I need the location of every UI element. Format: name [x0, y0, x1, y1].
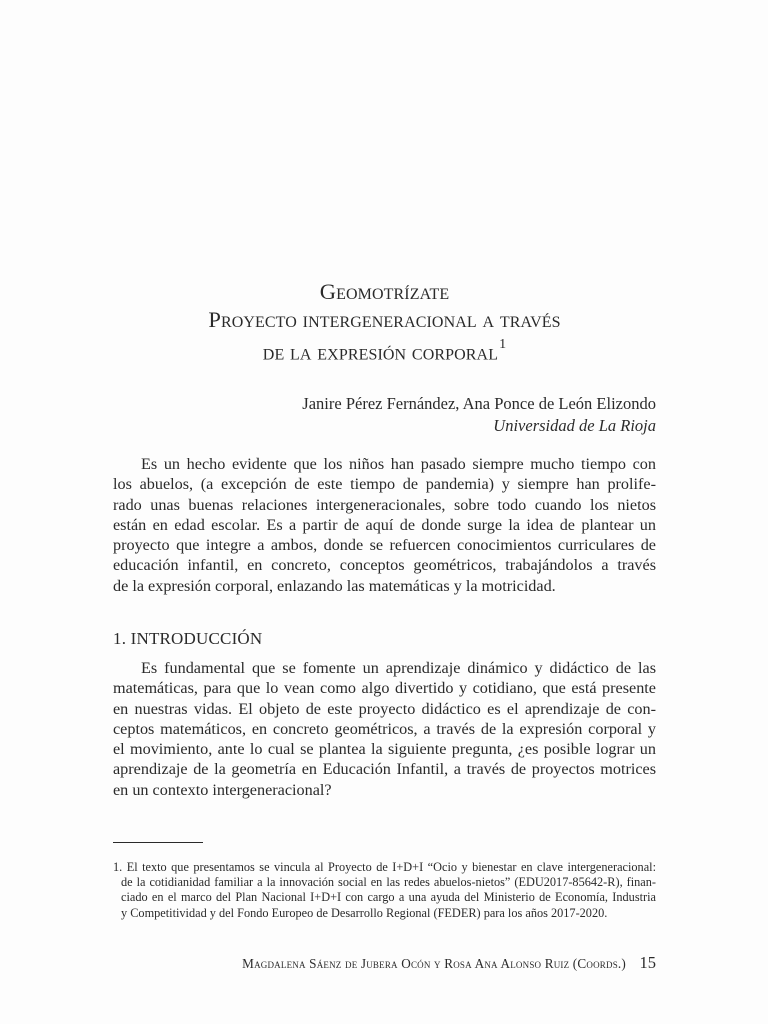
title-line-2: Proyecto intergeneracional a través: [208, 307, 561, 332]
intro-line: aprendizaje de la geometría en Educación Infantil, a través de proyectos motrices: [113, 760, 656, 779]
affiliation: Universidad de La Rioja: [493, 416, 656, 435]
footnote-line: 1. El texto que presentamos se vincula al Proyecto de I+D+I “Ocio y bienestar en clave intergeneracional:: [113, 860, 656, 874]
abstract-line: Es un hecho evidente que los niños han pasado siempre mucho tiempo con: [141, 455, 656, 473]
footnote-line: ciado en el marco del Plan Nacional I+D+I con cargo a una ayuda del Ministerio de Economía, Industria: [121, 890, 656, 905]
abstract: [113, 454, 656, 596]
footnote-line: de la cotidianidad familiar a la innovación social en las redes abuelos-nietos” (EDU2017-85642-R), finan-: [121, 875, 656, 890]
abstract-line: están en edad escolar. Es a partir de aquí de donde surge la idea de plantear un: [113, 515, 656, 534]
title-line-3-text: de la expresión corporal: [262, 339, 499, 365]
abstract-line: los abuelos, (a excepción de este tiempo de pandemia) y siempre han prolife-: [113, 475, 656, 494]
title-line-1: Geomotrízate: [319, 279, 450, 304]
title-footnote-marker: 1: [499, 337, 507, 352]
abstract-line: rado unas buenas relaciones intergeneracionales, sobre todo cuando los nietos: [113, 495, 656, 514]
page: [113, 0, 656, 1024]
abstract-line: proyecto que integre a ambos, donde se refuercen conocimientos curriculares de: [113, 536, 656, 555]
intro-line: el movimiento, ante lo cual se plantea la siguiente pregunta, ¿es posible lograr un: [113, 740, 656, 759]
abstract-line: educación infantil, en concreto, conceptos geométricos, trabajándolos a través: [113, 556, 656, 575]
abstract-line: de la expresión corporal, enlazando las matemáticas y la motricidad.: [113, 576, 556, 595]
page-number: 15: [639, 953, 656, 972]
title-line-3: [113, 334, 656, 367]
intro-line: Es fundamental que se fomente un aprendizaje dinámico y didáctico de las: [141, 659, 656, 677]
intro-line: en nuestras vidas. El objeto de este proyecto didáctico es el aprendizaje de con-: [113, 699, 656, 718]
intro-line: en un contexto intergeneracional?: [113, 780, 332, 799]
paper-title: [113, 278, 656, 367]
running-footer: Magdalena Sáenz de Jubera Ocón y Rosa Ana Alonso Ruiz (Coords.): [242, 956, 626, 971]
intro-line: ceptos matemáticos, en concreto geométricos, a través de la expresión corporal y: [113, 719, 656, 738]
footnote-line: y Competitividad y del Fondo Europeo de Desarrollo Regional (FEDER) para los años 2017-2020.: [121, 905, 608, 920]
authors: Janire Pérez Fernández, Ana Ponce de León Elizondo: [302, 394, 656, 413]
section-heading-introduction: 1. INTRODUCCIÓN: [113, 629, 263, 648]
intro-line: matemáticas, para que lo vean como algo divertido y cotidiano, que está presente: [113, 679, 656, 698]
footnote: [113, 860, 656, 921]
footnote-divider: [113, 842, 203, 843]
introduction-paragraph: [113, 658, 656, 800]
